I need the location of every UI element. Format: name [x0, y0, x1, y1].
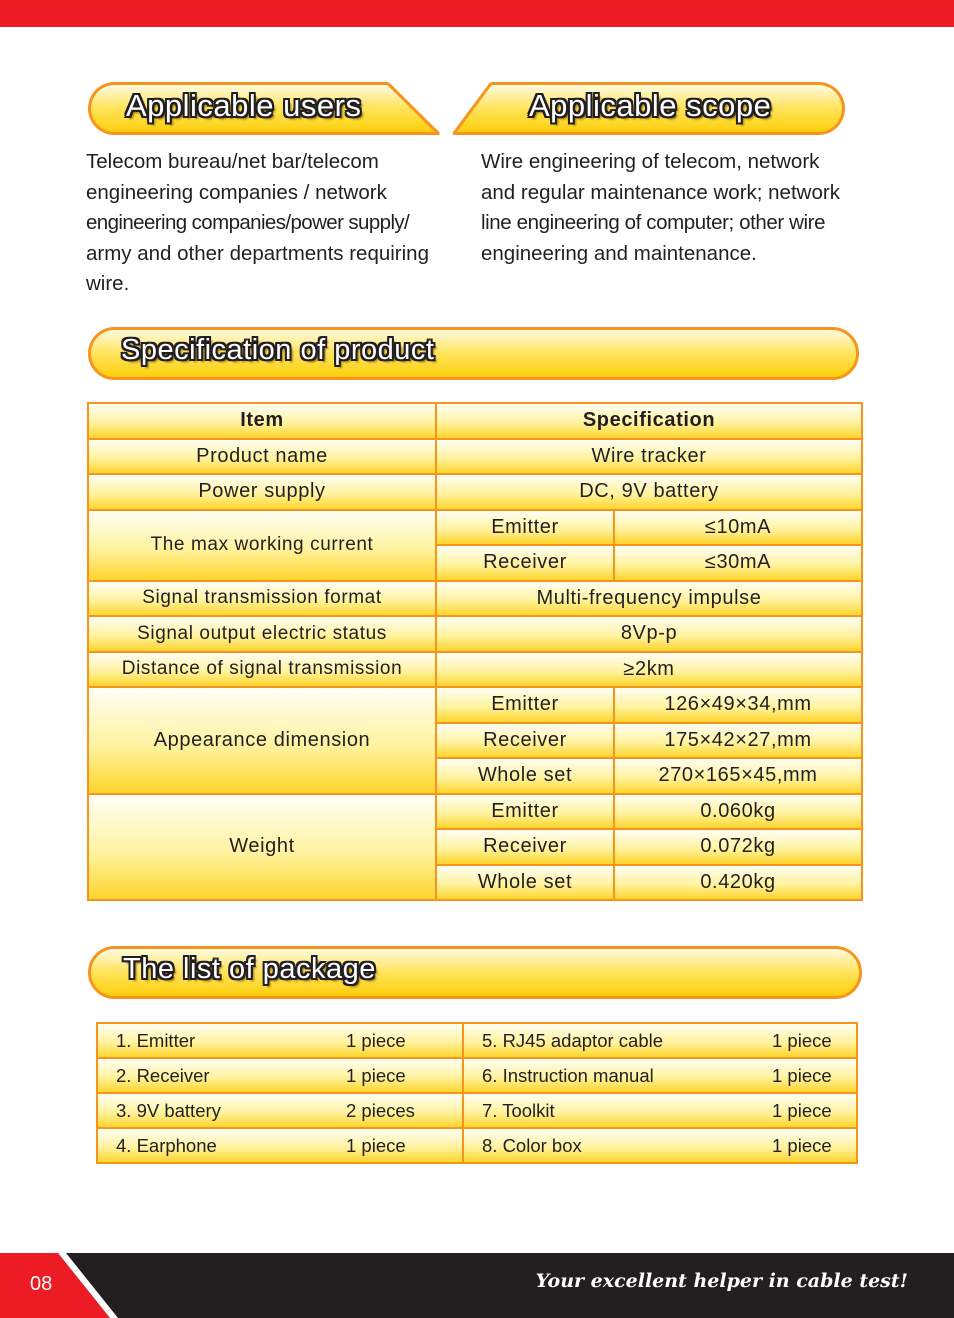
- weight-emitter-label: Emitter: [436, 794, 614, 830]
- table-row: [88, 474, 862, 510]
- package-item-qty: 1 piece: [772, 1029, 832, 1051]
- dimension-receiver-label: Receiver: [436, 723, 614, 759]
- package-item: [97, 1093, 463, 1128]
- package-item: [463, 1128, 857, 1163]
- weight-whole-value: 0.420kg: [614, 865, 862, 901]
- package-item-qty: 1 piece: [346, 1134, 406, 1156]
- scope-line-1: Wire engineering of telecom, network: [481, 150, 820, 173]
- package-item: [463, 1023, 857, 1058]
- output-status-label: Signal output electric status: [88, 616, 436, 652]
- header-item: Item: [88, 403, 436, 439]
- table-row: [88, 403, 862, 439]
- weight-emitter-value: 0.060kg: [614, 794, 862, 830]
- dimension-whole-label: Whole set: [436, 758, 614, 794]
- specification-title: Specification of product: [121, 334, 435, 366]
- package-item: [97, 1058, 463, 1093]
- top-red-bar: [0, 0, 954, 27]
- table-row: [97, 1058, 857, 1093]
- page-number: 08: [30, 1273, 53, 1295]
- table-row: [97, 1093, 857, 1128]
- product-name-label: Product name: [88, 439, 436, 475]
- specification-table: [87, 402, 863, 901]
- package-item-name: 2. Receiver: [116, 1064, 210, 1086]
- table-row: [97, 1023, 857, 1058]
- footer-tagline: Your excellent helper in cable test!: [535, 1270, 908, 1292]
- header-specification: Specification: [436, 403, 862, 439]
- package-item: [463, 1093, 857, 1128]
- dimension-receiver-value: 175×42×27,mm: [614, 723, 862, 759]
- current-receiver-label: Receiver: [436, 545, 614, 581]
- product-name-value: Wire tracker: [436, 439, 862, 475]
- package-title: The list of package: [123, 953, 376, 985]
- package-item-qty: 1 piece: [772, 1064, 832, 1086]
- weight-receiver-label: Receiver: [436, 829, 614, 865]
- package-item-name: 7. Toolkit: [482, 1099, 555, 1121]
- current-emitter-label: Emitter: [436, 510, 614, 546]
- table-row: [88, 687, 862, 723]
- power-supply-value: DC, 9V battery: [436, 474, 862, 510]
- table-row: [88, 616, 862, 652]
- transmission-format-value: Multi-frequency impulse: [436, 581, 862, 617]
- weight-label: Weight: [88, 794, 436, 901]
- dimension-emitter-label: Emitter: [436, 687, 614, 723]
- table-row: [88, 652, 862, 688]
- scope-line-3: line engineering of computer; other wire: [481, 211, 826, 234]
- current-receiver-value: ≤30mA: [614, 545, 862, 581]
- max-current-label: The max working current: [88, 510, 436, 581]
- package-item-name: 4. Earphone: [116, 1134, 217, 1156]
- package-item-qty: 1 piece: [772, 1099, 832, 1121]
- package-item-name: 1. Emitter: [116, 1029, 196, 1051]
- applicable-users-title: Applicable users: [126, 88, 362, 123]
- transmission-format-label: Signal transmission format: [88, 581, 436, 617]
- users-line-1: Telecom bureau/net bar/telecom: [86, 150, 379, 173]
- package-item: [97, 1128, 463, 1163]
- users-line-3: engineering companies/power supply/: [86, 211, 410, 234]
- package-item-qty: 1 piece: [346, 1064, 406, 1086]
- package-item-qty: 1 piece: [772, 1134, 832, 1156]
- table-row: [97, 1128, 857, 1163]
- package-item: [463, 1058, 857, 1093]
- table-row: [88, 581, 862, 617]
- distance-label: Distance of signal transmission: [88, 652, 436, 688]
- distance-value: ≥2km: [436, 652, 862, 688]
- users-line-2: engineering companies / network: [86, 180, 387, 204]
- output-status-value: 8Vp-p: [436, 616, 862, 652]
- package-item-name: 3. 9V battery: [116, 1099, 221, 1121]
- package-item: [97, 1023, 463, 1058]
- package-table: [96, 1022, 858, 1164]
- package-item-qty: 1 piece: [346, 1029, 406, 1051]
- scope-line-4: engineering and maintenance.: [481, 241, 757, 265]
- appearance-dimension-label: Appearance dimension: [88, 687, 436, 794]
- weight-whole-label: Whole set: [436, 865, 614, 901]
- weight-receiver-value: 0.072kg: [614, 829, 862, 865]
- applicable-scope-banner-outline: [452, 82, 494, 137]
- package-item-name: 5. RJ45 adaptor cable: [482, 1029, 664, 1051]
- current-emitter-value: ≤10mA: [614, 510, 862, 546]
- package-item-name: 8. Color box: [482, 1134, 582, 1156]
- applicable-users-text: [86, 147, 476, 300]
- users-line-5: wire.: [86, 272, 130, 295]
- scope-line-2: and regular maintenance work; network: [481, 180, 840, 204]
- users-line-4: army and other departments requiring: [86, 241, 429, 265]
- dimension-whole-value: 270×165×45,mm: [614, 758, 862, 794]
- applicable-scope-text: [481, 147, 881, 269]
- dimension-emitter-value: 126×49×34,mm: [614, 687, 862, 723]
- table-row: [88, 510, 862, 546]
- table-row: [88, 794, 862, 830]
- power-supply-label: Power supply: [88, 474, 436, 510]
- applicable-scope-title: Applicable scope: [529, 88, 772, 123]
- table-row: [88, 439, 862, 475]
- package-item-name: 6. Instruction manual: [482, 1064, 654, 1086]
- package-item-qty: 2 pieces: [346, 1099, 415, 1121]
